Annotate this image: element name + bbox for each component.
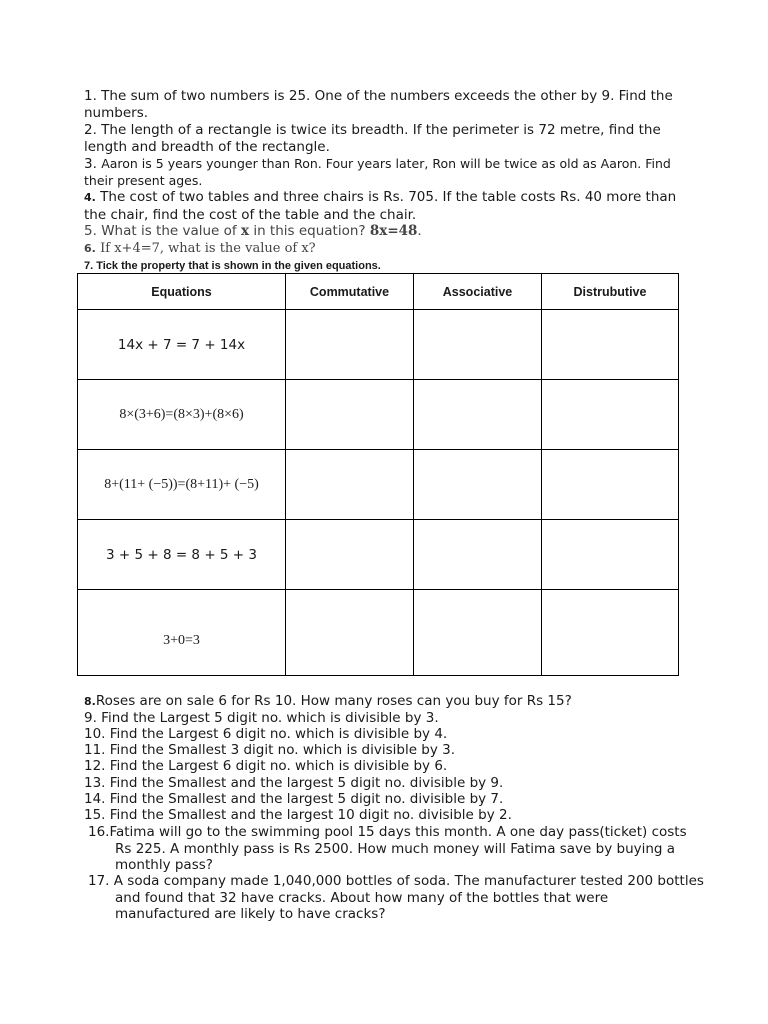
question-16: 16.Fatima will go to the swimming pool 15 days this month. A one day pass(ticket) costs Rs 225. A monthly pass is Rs 2500. How much money will Fatima save by buying a monthly pass? bbox=[88, 824, 687, 873]
question-6-text: If x+4=7, what is the value of x? bbox=[100, 241, 316, 256]
commutative-tick-cell[interactable] bbox=[286, 310, 414, 380]
header-commutative: Commutative bbox=[286, 274, 414, 310]
header-distributive: Distrubutive bbox=[542, 274, 679, 310]
question-5-variable: x bbox=[240, 223, 250, 239]
question-6 bbox=[84, 240, 684, 258]
header-equations: Equations bbox=[78, 274, 286, 310]
question-8 bbox=[84, 693, 684, 711]
question-12: 12. Find the Largest 6 digit no. which is divisible by 6. bbox=[84, 758, 448, 774]
equation-cell: 8+(11+ (−5))=(8+11)+ (−5) bbox=[78, 450, 286, 520]
distributive-tick-cell[interactable] bbox=[542, 310, 679, 380]
question-5-text-b: in this equation? bbox=[253, 223, 366, 239]
table-row bbox=[78, 520, 679, 590]
distributive-tick-cell[interactable] bbox=[542, 450, 679, 520]
question-8-number: 8. bbox=[84, 695, 96, 708]
table-row bbox=[78, 380, 679, 450]
commutative-tick-cell[interactable] bbox=[286, 380, 414, 450]
question-5-number: 5. bbox=[84, 223, 97, 239]
distributive-tick-cell[interactable] bbox=[542, 520, 679, 590]
question-13: 13. Find the Smallest and the largest 5 digit no. divisible by 9. bbox=[84, 775, 504, 791]
question-2: 2. The length of a rectangle is twice its breadth. If the perimeter is 72 metre, find the length and breadth of the rectangle. bbox=[84, 122, 661, 155]
associative-tick-cell[interactable] bbox=[414, 310, 542, 380]
table-row bbox=[78, 590, 679, 676]
table-header-row bbox=[78, 274, 679, 310]
question-15: 15. Find the Smallest and the largest 10 digit no. divisible by 2. bbox=[84, 807, 512, 823]
question-11: 11. Find the Smallest 3 digit no. which is divisible by 3. bbox=[84, 742, 456, 758]
question-10: 10. Find the Largest 6 digit no. which is divisible by 4. bbox=[84, 726, 448, 742]
table-row bbox=[78, 310, 679, 380]
equation-cell: 8×(3+6)=(8×3)+(8×6) bbox=[78, 380, 286, 450]
commutative-tick-cell[interactable] bbox=[286, 590, 414, 676]
associative-tick-cell[interactable] bbox=[414, 380, 542, 450]
associative-tick-cell[interactable] bbox=[414, 520, 542, 590]
question-5-equation: 8x=48 bbox=[369, 223, 418, 239]
equation-cell: 3+0=3 bbox=[78, 590, 286, 676]
commutative-tick-cell[interactable] bbox=[286, 450, 414, 520]
question-5-text-a: What is the value of bbox=[101, 223, 237, 239]
question-3-number: 3. bbox=[84, 156, 97, 172]
associative-tick-cell[interactable] bbox=[414, 450, 542, 520]
associative-tick-cell[interactable] bbox=[414, 590, 542, 676]
question-4 bbox=[84, 189, 684, 223]
question-1: 1. The sum of two numbers is 25. One of the numbers exceeds the other by 9. Find the numbers. bbox=[84, 88, 673, 121]
question-5: 5. What is the value of x in this equation? 8x=48. bbox=[84, 223, 422, 239]
question-6-number: 6. bbox=[84, 242, 96, 255]
equation-cell: 14x + 7 = 7 + 14x bbox=[78, 310, 286, 380]
question-4-text: The cost of two tables and three chairs is Rs. 705. If the table costs Rs. 40 more than the chair, find the cost of the table and the chair. bbox=[84, 189, 677, 223]
question-14: 14. Find the Smallest and the largest 5 digit no. divisible by 7. bbox=[84, 791, 504, 807]
question-8-text: Roses are on sale 6 for Rs 10. How many roses can you buy for Rs 15? bbox=[95, 693, 572, 709]
equation-cell: 3 + 5 + 8 = 8 + 5 + 3 bbox=[78, 520, 286, 590]
question-4-number: 4. bbox=[84, 191, 96, 204]
distributive-tick-cell[interactable] bbox=[542, 590, 679, 676]
question-9: 9. Find the Largest 5 digit no. which is divisible by 3. bbox=[84, 710, 439, 726]
table-row bbox=[78, 450, 679, 520]
question-7: 7. Tick the property that is shown in the given equations. bbox=[84, 260, 381, 272]
header-associative: Associative bbox=[414, 274, 542, 310]
question-17: 17. A soda company made 1,040,000 bottles of soda. The manufacturer tested 200 bottles and found that 32 have cracks. About how many of the bottles that were manufactured are likely to have cracks? bbox=[88, 873, 704, 922]
properties-table bbox=[77, 273, 679, 676]
distributive-tick-cell[interactable] bbox=[542, 380, 679, 450]
commutative-tick-cell[interactable] bbox=[286, 520, 414, 590]
question-3 bbox=[84, 156, 684, 189]
question-3-text: Aaron is 5 years younger than Ron. Four years later, Ron will be twice as old as Aaron. Find their present ages. bbox=[84, 156, 671, 188]
